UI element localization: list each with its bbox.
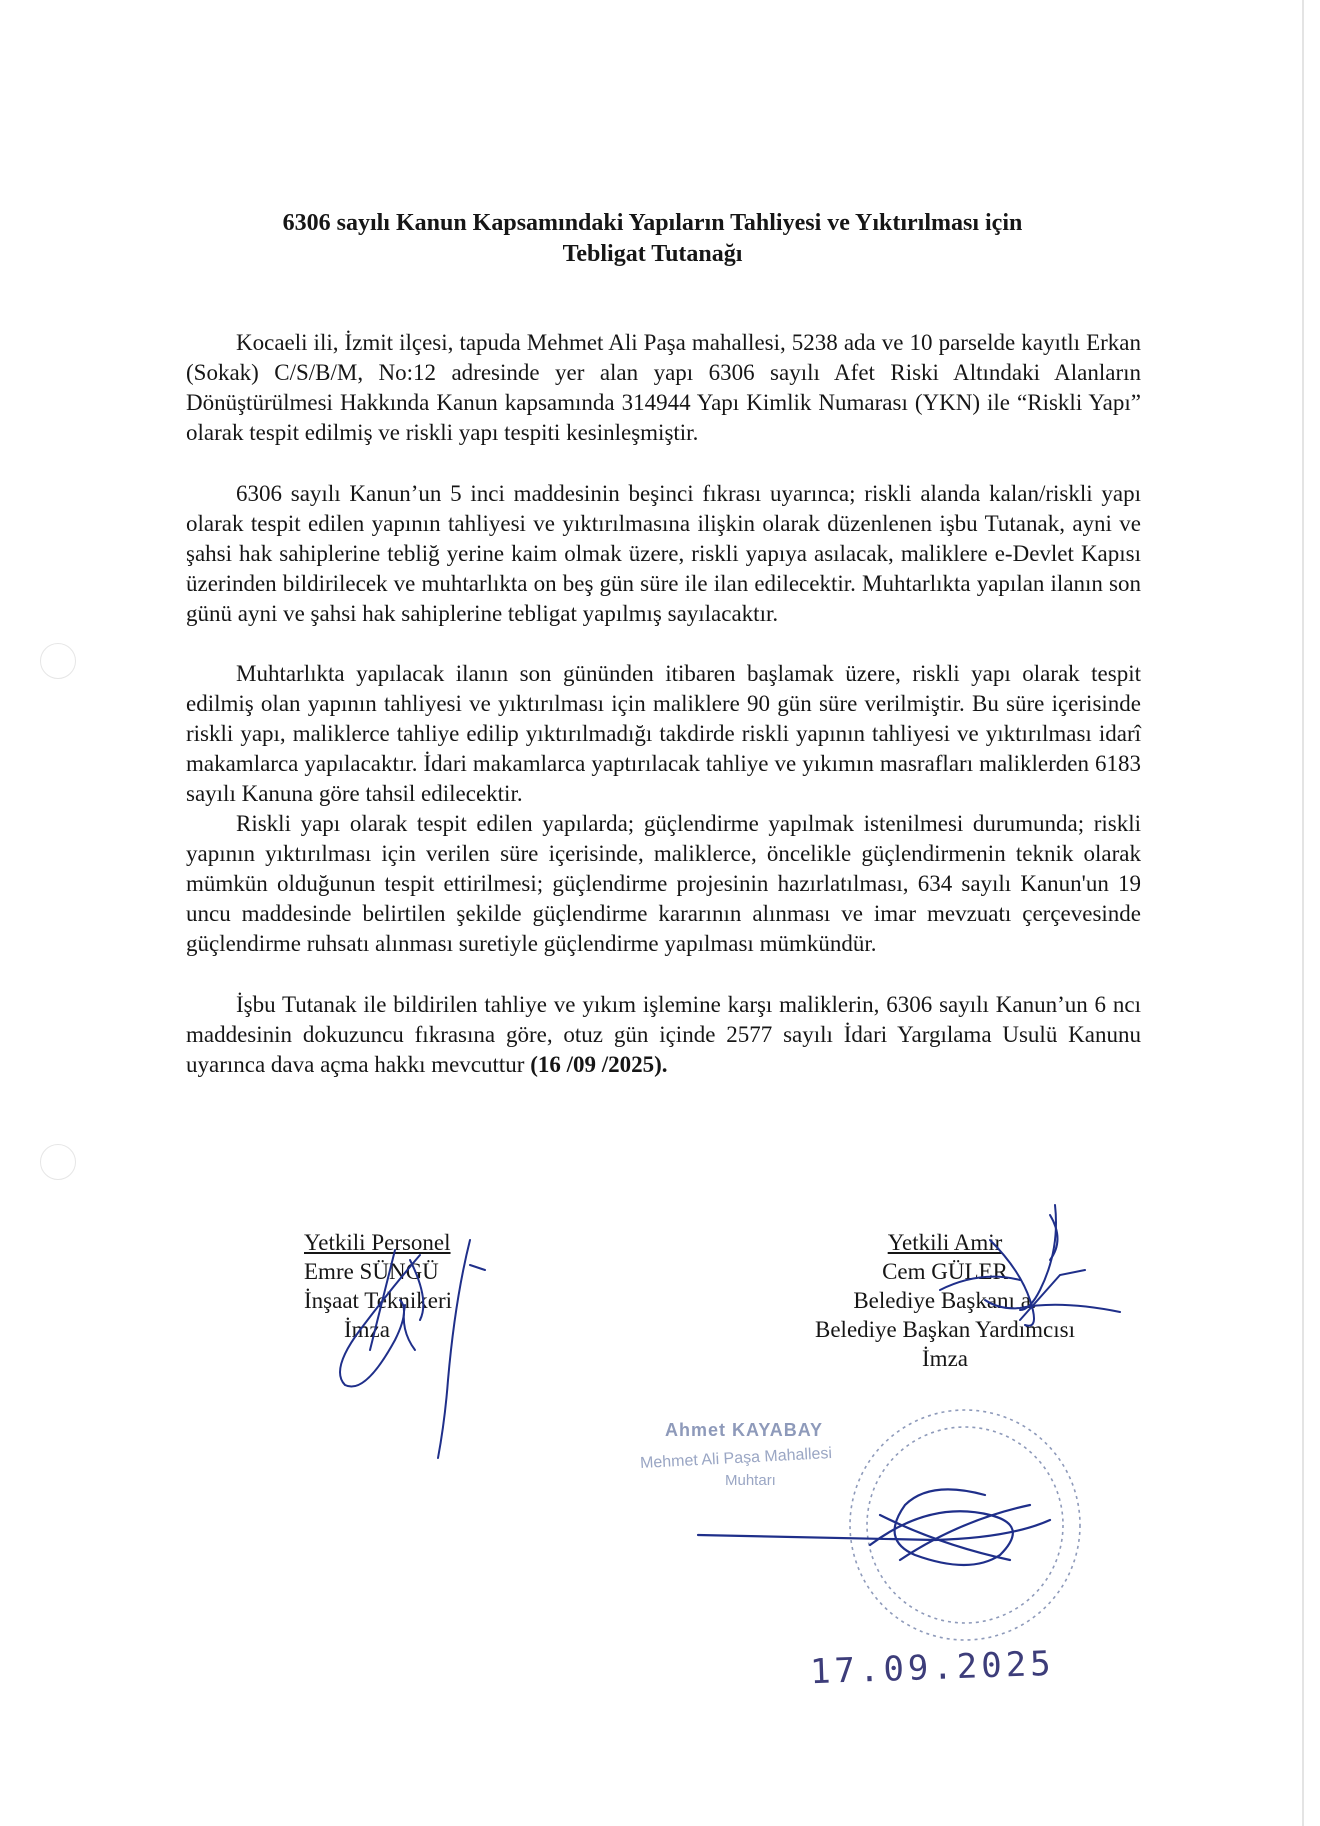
paragraph-2: 6306 sayılı Kanun’un 5 inci maddesinin beşinci fıkrası uyarınca; riskli alanda kalan/riskli yapı olarak tespit edilen yapının tahliyesi ve yıktırılmasına ilişkin olarak düzenlenen işbu Tutanak, ayni ve şahsi hak sahiplerine tebliğ yerine kaim olmak üzere, riskli yapıya asılacak, maliklere e-Devlet Kapısı üzerinden bildirilecek ve muhtarlıkta on beş gün süre ile ilan edilecektir. Muhtarlıkta yapılan ilanın son günü ayni ve şahsi hak sahiplerine tebligat yapılmış sayılacaktır.	[186, 481, 1141, 626]
page-edge	[1302, 0, 1304, 1826]
paragraph-1: Kocaeli ili, İzmit ilçesi, tapuda Mehmet Ali Paşa mahallesi, 5238 ada ve 10 parselde kayıtlı Erkan (Sokak) C/S/B/M, No:12 adresinde yer alan yapı 6306 sayılı Afet Riski Altındaki Alanların Dönüştürülmesi Hakkında Kanun kapsamında 314944 Yapı Kimlik Numarası (YKN) ile “Riskli Yapı” olarak tespit edilmiş ve riskli yapı tespiti kesinleşmiştir.	[186, 330, 1141, 445]
paragraph-5-text: İşbu Tutanak ile bildirilen tahliye ve yıkım işlemine karşı maliklerin, 6306 sayılı Kanun’un 6 ncı maddesinin dokuzuncu fıkrasına göre, otuz gün içinde 2577 sayılı İdari Yargılama Usulü Kanunu uyarınca dava açma hakkı mevcuttur	[186, 992, 1141, 1077]
right-title-2: Belediye Başkan Yardımcısı	[815, 1317, 1075, 1342]
signature-block-left	[304, 1228, 452, 1344]
signature-block-right	[780, 1228, 1110, 1373]
right-name: Cem GÜLER	[882, 1259, 1008, 1284]
stamp-area: Mehmet Ali Paşa Mahallesi	[639, 1444, 833, 1473]
stamp-name: Ahmet KAYABAY	[665, 1420, 824, 1440]
title-line-2: Tebligat Tutanağı	[562, 241, 743, 267]
right-heading: Yetkili Amir	[887, 1230, 1003, 1255]
paragraph-3: Muhtarlıkta yapılacak ilanın son gününden itibaren başlamak üzere, riskli yapı olarak tespit edilmiş olan yapının tahliyesi ve yıktırılması için maliklere 90 gün süre verilmiştir. Bu süre içerisinde riskli yapı, maliklerce tahliye edilip yıktırılmadığı takdirde riskli yapının tahliyesi ve yıktırılması idarî makamlarca yapılacaktır. İdari makamlarca yaptırılacak tahliye ve yıkımın masrafları maliklerden 6183 sayılı Kanuna göre tahsil edilecektir.	[186, 661, 1141, 806]
punch-hole-mark	[40, 1144, 76, 1180]
handwritten-date: 17.09.2025	[809, 1643, 1056, 1693]
stamp-signature-scribble	[698, 1489, 1050, 1565]
closing-date: (16 /09 /2025).	[530, 1052, 668, 1077]
stamp-role: Muhtarı	[725, 1472, 776, 1489]
paragraph-5	[186, 990, 1141, 1080]
right-sign-label: İmza	[922, 1346, 968, 1371]
stamp-circle	[850, 1410, 1080, 1640]
left-name: Emre SÜNGÜ	[304, 1259, 439, 1284]
left-title: İnşaat Teknikeri	[304, 1288, 453, 1313]
right-title-1: Belediye Başkanı a.	[853, 1288, 1037, 1313]
left-sign-label: İmza	[344, 1317, 390, 1342]
document-title	[230, 208, 1075, 270]
left-heading: Yetkili Personel	[304, 1230, 451, 1255]
title-line-1: 6306 sayılı Kanun Kapsamındaki Yapıların Tahliyesi ve Yıktırılması için	[282, 210, 1023, 236]
paragraph-4: Riskli yapı olarak tespit edilen yapılarda; güçlendirme yapılmak istenilmesi durumunda; riskli yapının yıktırılması için verilen süre içerisinde, maliklerce, öncelikle güçlendirmenin teknik olarak mümkün olduğunun tespit ettirilmesi; güçlendirme projesinin hazırlatılması, 634 sayılı Kanun'un 19 uncu maddesinde belirtilen şekilde güçlendirme kararının alınması ve imar mevzuatı çerçevesinde güçlendirme ruhsatı alınması suretiyle güçlendirme yapılması mümkündür.	[186, 811, 1141, 956]
punch-hole-mark	[40, 643, 76, 679]
